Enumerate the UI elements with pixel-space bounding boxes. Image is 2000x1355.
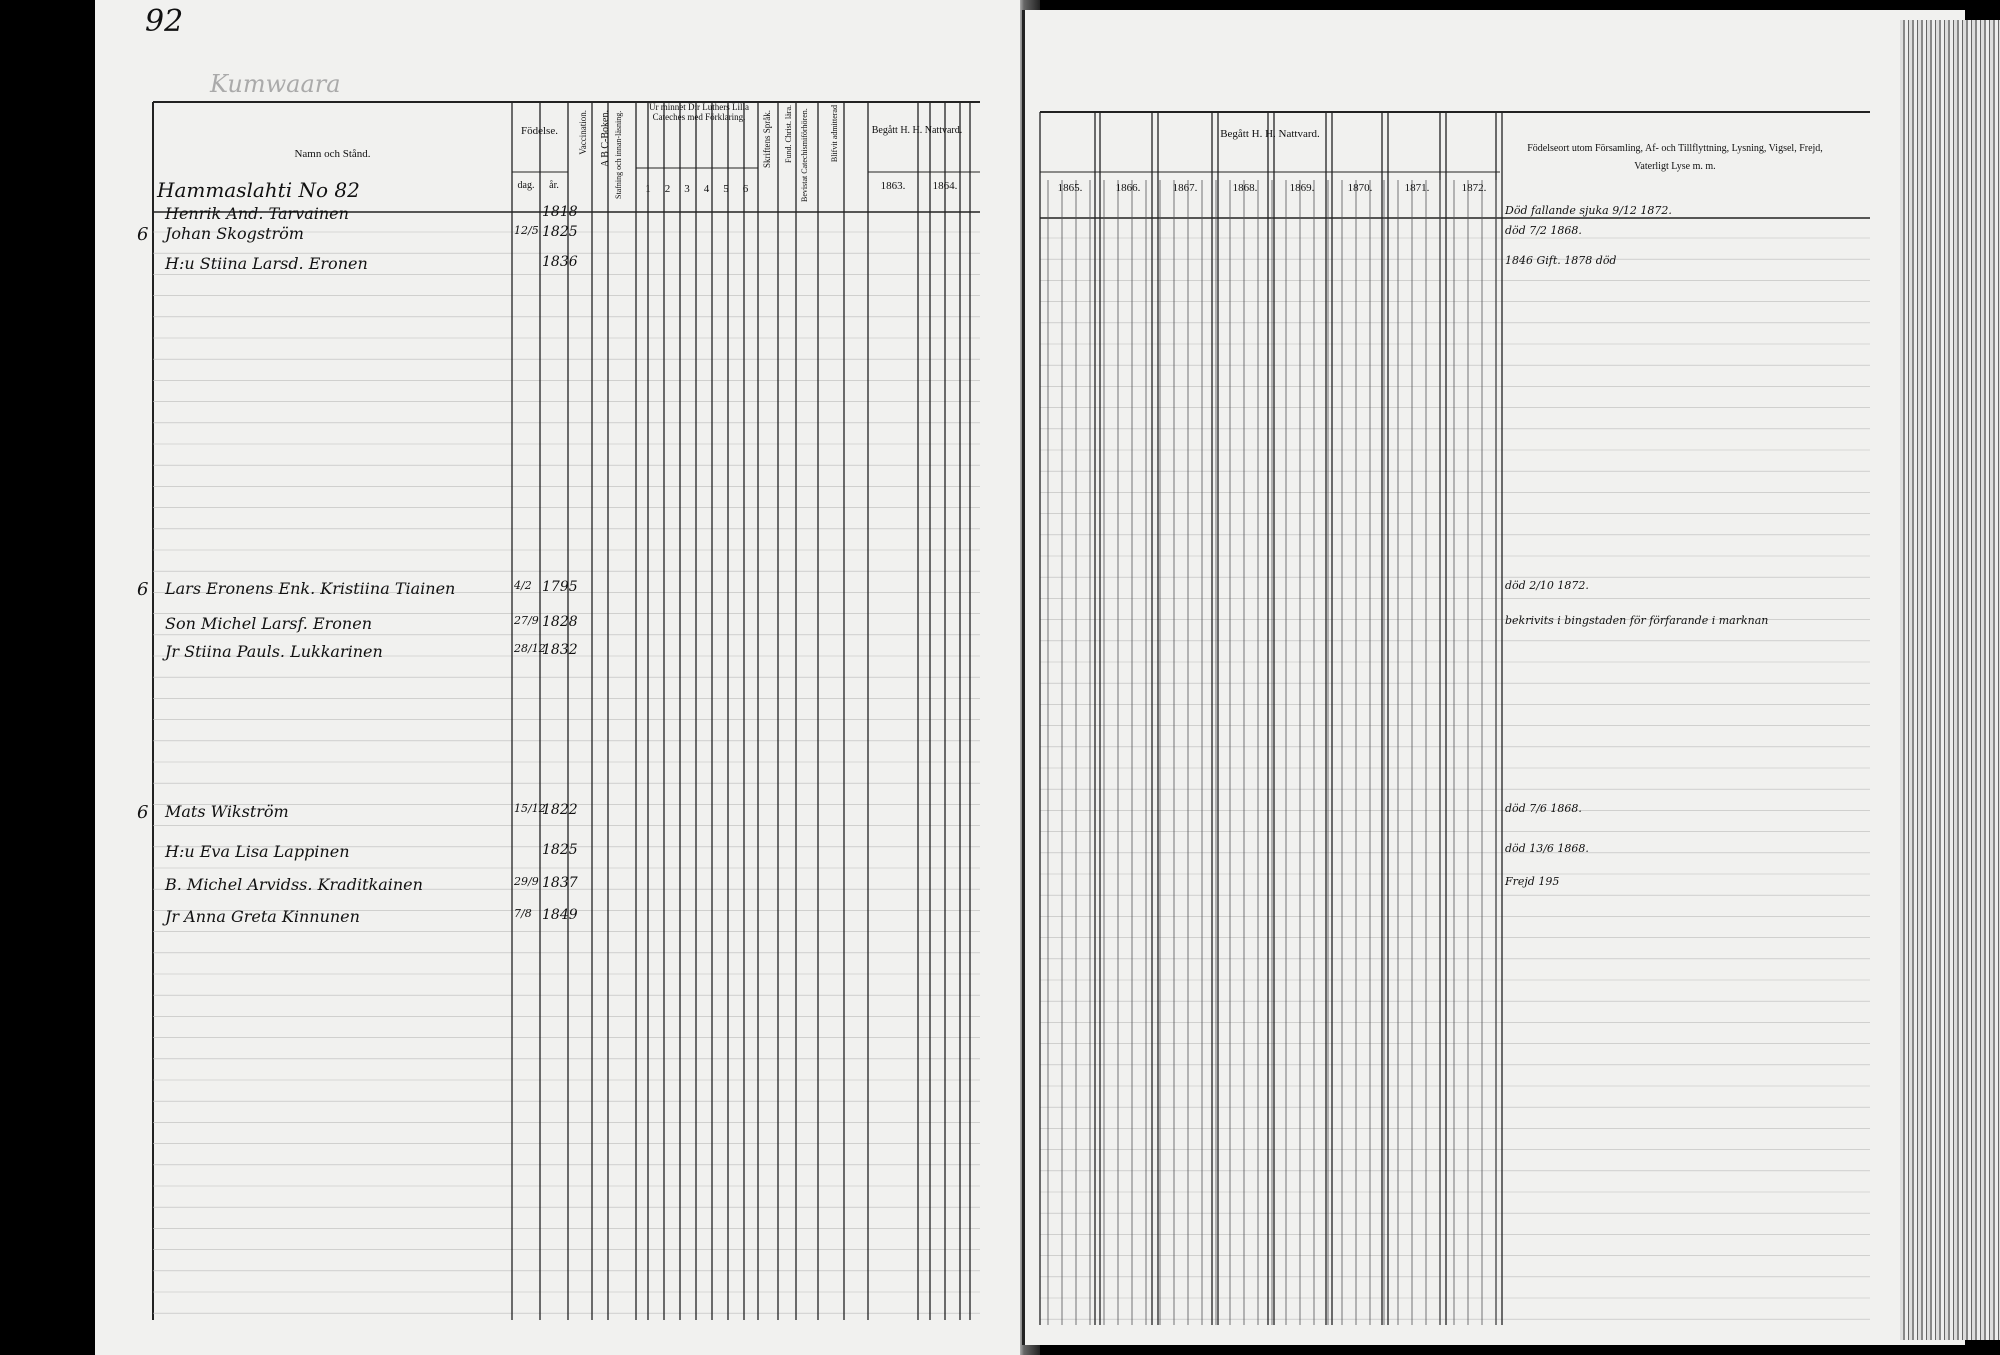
header-communion-left: Begått H. H. Nattvard. [871,125,963,136]
header-year-1870: 1870. [1347,182,1373,194]
header-year: år. [549,180,559,191]
entry-remark: död 7/6 1868. [1505,802,1582,815]
header-year-1872: 1872. [1461,182,1487,194]
catechism-col-4: 4 [703,183,710,195]
entry-name: Henrik And. Tarvainen [165,204,349,223]
catechism-col-2: 2 [664,183,671,195]
entry-remark: Död fallande sjuka 9/12 1872. [1505,204,1672,217]
catechism-col-1: 1 [645,183,651,195]
entry-day: 27/9 [514,614,539,627]
entry-name: H:u Stiina Larsd. Eronen [165,254,368,273]
entry-name: Lars Eronens Enk. Kristiina Tiainen [165,579,456,598]
header-reading: Stafning och innan-läsning. [614,110,623,200]
entry-day: 15/12 [514,802,546,815]
header-admitted: Blifvit admitterad [830,105,839,163]
header-year-1864: 1864. [932,180,958,192]
entry-year: 1822 [542,802,578,818]
header-name: Namn och Stånd. [294,148,371,160]
header-vaccination: Vaccination. [578,110,588,155]
entry-remark: Frejd 195 [1505,875,1560,888]
header-communion-right: Begått H. H. Nattvard. [1220,128,1320,140]
entry-year: 1849 [542,907,578,923]
entry-name: Son Michel Larsf. Eronen [165,614,373,633]
catechism-col-5: 5 [723,183,729,195]
header-year-1867: 1867. [1172,182,1198,194]
entry-mark: 6 [137,224,149,245]
entry-year: 1825 [542,224,578,240]
header-year-1871: 1871. [1404,182,1430,194]
header-year-1863: 1863. [880,180,906,192]
entry-day: 12/5 [514,224,539,237]
header-remarks: Födelseort utom Församling, Af- och Tillflyttning, Lysning, Vigsel, Frejd, Vaterligt Lyse m. m. [1527,143,1823,172]
entry-remark: 1846 Gift. 1878 död [1505,254,1617,267]
header-christ: Fund. Christ. lära. [784,105,793,163]
entry-name: B. Michel Arvidss. Kraditkainen [165,875,423,894]
entry-name: Mats Wikström [165,802,289,821]
entry-year: 1818 [542,204,578,220]
page-number: 92 [145,4,184,39]
entry-remark: död 7/2 1868. [1505,224,1582,237]
catechism-col-3: 3 [684,183,690,195]
header-scripture: Skriftens Språk. [762,110,772,168]
catechism-col-6: 6 [742,183,749,195]
entry-year: 1828 [542,614,578,630]
entry-year: 1837 [542,875,578,891]
entry-remark: död 13/6 1868. [1505,842,1589,855]
entry-name: H:u Eva Lisa Lappinen [165,842,350,861]
entry-year: 1825 [542,842,578,858]
entry-year: 1832 [542,642,578,658]
entry-day: 28/12 [514,642,546,655]
entry-mark: 6 [137,802,149,823]
header-year-1866: 1866. [1115,182,1141,194]
faint-note: Kumwaara [210,70,341,98]
header-cat-exam: Bevistat Catechismiförhören. [800,108,809,202]
entry-name: Jr Stiina Pauls. Lukkarinen [165,642,383,661]
entry-name: Johan Skogström [165,224,304,243]
entry-remark: död 2/10 1872. [1505,579,1589,592]
entry-year: 1795 [542,579,578,595]
entry-name: Jr Anna Greta Kinnunen [165,907,360,926]
header-year-1865: 1865. [1057,182,1083,194]
header-birth: Födelse. [521,125,558,137]
entry-day: 7/8 [514,907,532,920]
header-year-1868: 1868. [1232,182,1258,194]
header-day: dag. [517,180,535,191]
header-catechism: Ur minnet D:r Luthers Lilla Cateches med Förklaring. [649,102,749,123]
header-year-1869: 1869. [1289,182,1315,194]
entry-name: Hammaslahti No 82 [157,178,360,202]
entry-day: 29/9 [514,875,539,888]
header-abc: A B C-Boken. [600,110,611,167]
entry-day: 4/2 [514,579,532,592]
entry-mark: 6 [137,579,149,600]
entry-remark: bekrivits i bingstaden för förfarande i marknan [1505,614,1769,627]
entry-year: 1836 [542,254,578,270]
